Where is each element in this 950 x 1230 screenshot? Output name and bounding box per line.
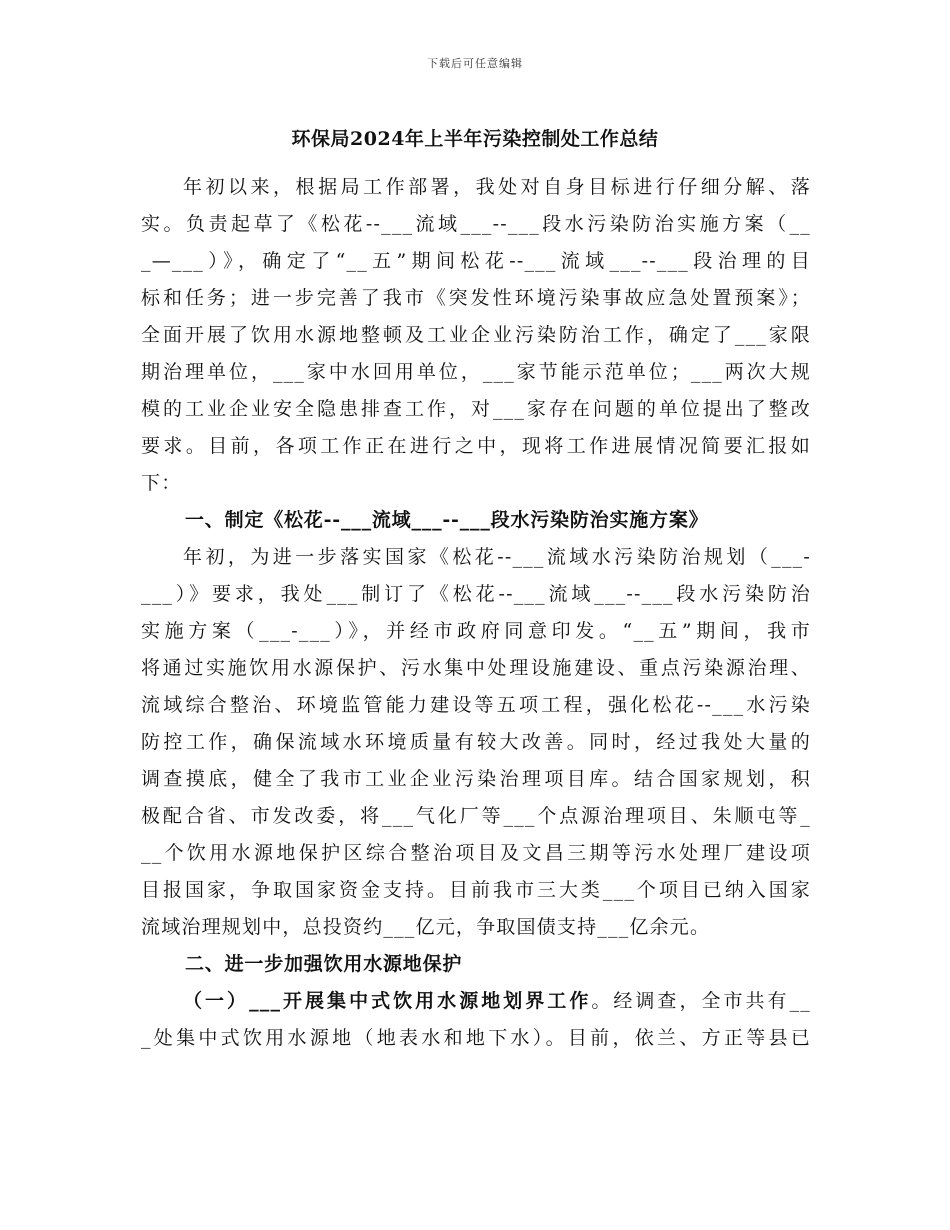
text-line	[141, 983, 811, 1020]
section-heading-2: 二、进一步加强饮用水源地保护	[185, 953, 463, 975]
page-header: 下载后可任意编辑	[427, 57, 523, 70]
text-line: 防控工作，确保流域水环境质量有较大改善。同时，经过我处大量的	[141, 731, 811, 753]
subsection-heading: （一）___开展集中式饮用水源地划界工作	[183, 990, 592, 1012]
text-line: 实施方案（___-___）》，并经市政府同意印发。“__五”期间，我市	[141, 620, 811, 642]
text-line: ___）》要求，我处___制订了《松花--___流域___--___段水污染防治	[141, 583, 811, 605]
text-line: 将通过实施饮用水源保护、污水集中处理设施建设、重点污染源治理、	[141, 657, 811, 679]
text-span: 。经调查，全市共有__	[591, 990, 811, 1012]
text-line: 实。负责起草了《松花--___流域___--___段水污染防治实施方案（__	[141, 213, 811, 235]
document-title: 环保局2024年上半年污染控制处工作总结	[291, 128, 659, 150]
text-line: 标和任务；进一步完善了我市《突发性环境污染事故应急处置预案》；	[141, 287, 811, 309]
document-body	[141, 169, 811, 1057]
text-line: 全面开展了饮用水源地整顿及工业企业污染防治工作，确定了___家限	[141, 324, 811, 346]
text-line: 期治理单位，___家中水回用单位，___家节能示范单位；___两次大规	[141, 361, 811, 383]
text-line: 流域综合整治、环境监管能力建设等五项工程，强化松花--___水污染	[141, 694, 811, 716]
paragraph-section-2	[141, 983, 811, 1057]
text-line: _—___）》，确定了“__五”期间松花--___流域___--___段治理的目	[141, 250, 811, 272]
text-line: _处集中式饮用水源地（地表水和地下水）。目前，依兰、方正等县已	[141, 1027, 811, 1049]
text-line: 调查摸底，健全了我市工业企业污染治理项目库。结合国家规划，积	[141, 768, 811, 790]
paragraph-section-1	[141, 539, 811, 946]
section-heading-1: 一、制定《松花--___流域___--___段水污染防治实施方案》	[185, 509, 709, 531]
text-line: 流域治理规划中，总投资约___亿元，争取国债支持___亿余元。	[141, 916, 711, 938]
paragraph-intro	[141, 169, 811, 502]
text-line: 极配合省、市发改委，将___气化厂等___个点源治理项目、朱顺屯等_	[141, 805, 811, 827]
text-line: 年初以来，根据局工作部署，我处对自身目标进行仔细分解、落	[183, 176, 811, 198]
text-line: 模的工业企业安全隐患排查工作，对___家存在问题的单位提出了整改	[141, 398, 811, 420]
text-line: __个饮用水源地保护区综合整治项目及文昌三期等污水处理厂建设项	[141, 842, 811, 864]
text-line: 年初，为进一步落实国家《松花--___流域水污染防治规划（___-	[183, 546, 811, 568]
text-line: 要求。目前，各项工作正在进行之中，现将工作进展情况简要汇报如	[141, 435, 811, 457]
text-line: 目报国家，争取国家资金支持。目前我市三大类___个项目已纳入国家	[141, 879, 811, 901]
text-line: 下：	[141, 472, 182, 494]
